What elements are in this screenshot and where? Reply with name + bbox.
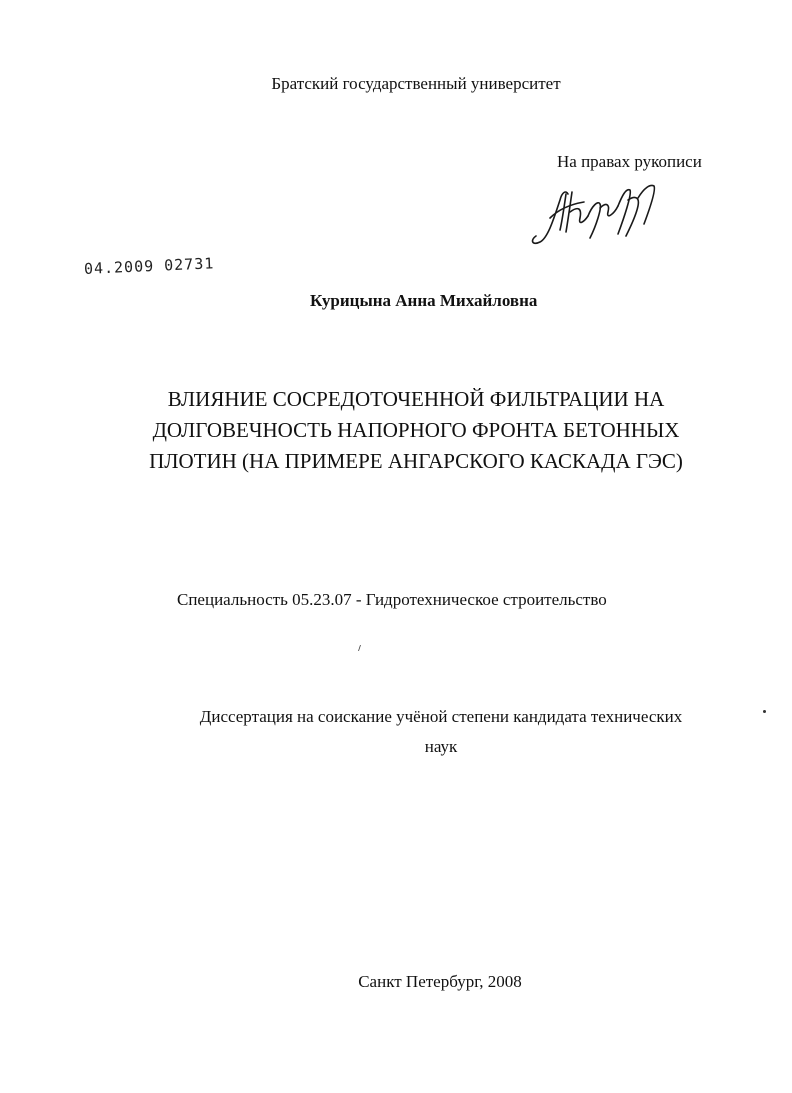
dissertation-degree (150, 702, 732, 762)
archive-stamp-number: 04.2009 02731 (83, 254, 215, 278)
title-line: ПЛОТИН (НА ПРИМЕРЕ АНГАРСКОГО КАСКАДА ГЭС) (149, 449, 683, 473)
place-and-year: Санкт Петербург, 2008 (358, 972, 522, 991)
handwritten-signature (526, 178, 666, 248)
degree-line: Диссертация на соискание учёной степени кандидата технических (199, 707, 683, 726)
university-name: Братский государственный университет (271, 74, 561, 93)
specialty-line: Специальность 05.23.07 - Гидротехническое строительство (177, 590, 607, 609)
rights-note: На правах рукописи (557, 152, 702, 171)
degree-line: наук (424, 737, 458, 756)
scan-speck (763, 710, 766, 713)
title-line: ВЛИЯНИЕ СОСРЕДОТОЧЕННОЙ ФИЛЬТРАЦИИ НА (167, 387, 665, 411)
title-line: ДОЛГОВЕЧНОСТЬ НАПОРНОГО ФРОНТА БЕТОННЫХ (152, 418, 680, 442)
dissertation-title (80, 384, 752, 477)
scan-mark (358, 645, 361, 651)
author-name: Курицына Анна Михайловна (310, 291, 538, 310)
